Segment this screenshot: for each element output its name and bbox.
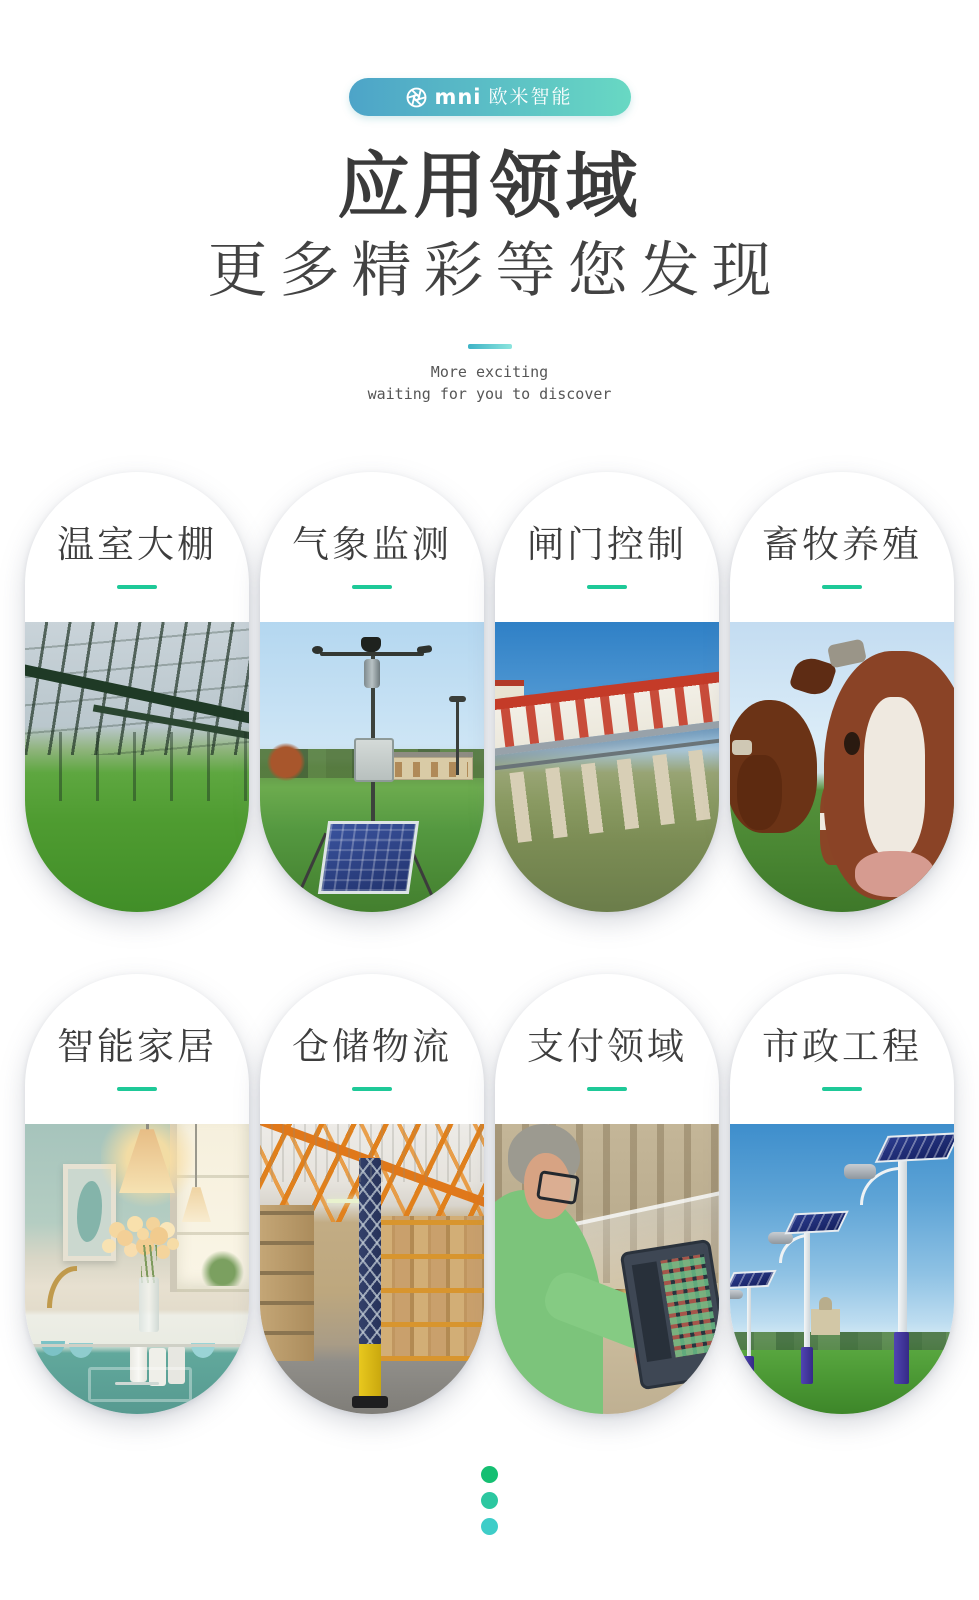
bridge-railing bbox=[495, 736, 719, 773]
card-underline bbox=[352, 585, 392, 589]
tripod-leg bbox=[403, 833, 436, 903]
card-livestock bbox=[730, 472, 954, 912]
pagination-dot bbox=[481, 1492, 498, 1509]
lamp-base bbox=[894, 1332, 910, 1384]
tagline bbox=[0, 362, 979, 406]
card-row-1 bbox=[25, 472, 954, 912]
brand-logo-latin: mni bbox=[434, 84, 482, 109]
box-stack bbox=[260, 1205, 314, 1362]
card-row-2 bbox=[25, 974, 954, 1414]
solar-panel bbox=[875, 1132, 954, 1163]
card-underline bbox=[352, 1087, 392, 1091]
spotted-cow-head bbox=[824, 651, 954, 900]
lamp-glow bbox=[101, 1124, 195, 1211]
brand-pill bbox=[349, 78, 631, 116]
card-label-text: 闸门控制 bbox=[527, 522, 687, 566]
pos-terminal bbox=[620, 1239, 719, 1391]
greenhouse-gutter bbox=[25, 660, 249, 734]
background-building bbox=[390, 752, 473, 780]
lamp-cord bbox=[195, 1124, 197, 1188]
flower-stems bbox=[141, 1245, 157, 1283]
lamp-pole bbox=[804, 1228, 810, 1361]
tagline-line-2: waiting for you to discover bbox=[367, 384, 612, 403]
cattle-photo bbox=[730, 622, 954, 912]
cashier-hair bbox=[508, 1124, 580, 1188]
solar-panel bbox=[785, 1211, 850, 1235]
card-label bbox=[260, 974, 484, 1124]
pendant-lamp bbox=[119, 1129, 175, 1193]
card-label-text: 畜牧养殖 bbox=[762, 522, 922, 566]
card-label bbox=[495, 472, 719, 622]
brand-logo-chinese: 欧米智能 bbox=[488, 85, 573, 108]
card-label-text: 温室大棚 bbox=[57, 522, 217, 566]
cow-eye bbox=[844, 732, 860, 755]
lamp-pole bbox=[898, 1153, 907, 1362]
control-box bbox=[354, 738, 394, 783]
lamp-base bbox=[801, 1347, 813, 1385]
greenhouse-beam bbox=[93, 705, 249, 743]
pagination-dot bbox=[481, 1466, 498, 1483]
solar-panel bbox=[730, 1270, 777, 1289]
cow-ear bbox=[788, 654, 837, 700]
card-underline bbox=[822, 585, 862, 589]
counter-edge bbox=[25, 1344, 249, 1347]
card-label-text: 气象监测 bbox=[292, 522, 452, 566]
cow-horn bbox=[732, 740, 752, 755]
lamp-head bbox=[768, 1232, 793, 1244]
drawer-handle bbox=[115, 1382, 160, 1385]
glass-vase bbox=[139, 1277, 159, 1332]
lamp-cord bbox=[146, 1124, 149, 1136]
sneeze-guard-glass bbox=[525, 1191, 719, 1310]
candles bbox=[130, 1344, 147, 1382]
tree-horizon bbox=[730, 1332, 954, 1349]
card-label bbox=[495, 974, 719, 1124]
greenhouse-photo bbox=[25, 622, 249, 912]
calf bbox=[820, 778, 854, 865]
eyeglasses bbox=[536, 1170, 580, 1205]
card-payment bbox=[495, 974, 719, 1414]
card-label bbox=[730, 974, 954, 1124]
sensor-head bbox=[361, 637, 381, 652]
cashier-face bbox=[524, 1153, 571, 1220]
stacker-crane-mast bbox=[359, 1158, 381, 1378]
tripod-leg bbox=[294, 833, 327, 903]
card-underline bbox=[117, 585, 157, 589]
ceiling-light bbox=[327, 1199, 372, 1203]
red-tree bbox=[267, 743, 305, 781]
page-subtitle: 更多精彩等您发现 bbox=[207, 236, 784, 306]
pendant-lamp bbox=[182, 1187, 211, 1222]
card-gate-control bbox=[495, 472, 719, 912]
cabinet-drawer bbox=[88, 1367, 193, 1402]
warehouse-photo bbox=[260, 1124, 484, 1414]
card-warehouse-logistics bbox=[260, 974, 484, 1414]
distant-building bbox=[811, 1309, 840, 1335]
tagline-line-1: More exciting bbox=[430, 363, 549, 381]
smart-home-photo bbox=[25, 1124, 249, 1414]
kitchen-window bbox=[170, 1124, 249, 1292]
sensor-crossbar bbox=[320, 652, 423, 656]
card-label-text: 支付领域 bbox=[527, 1024, 687, 1068]
lamp-base bbox=[743, 1356, 753, 1385]
accent-divider bbox=[468, 344, 512, 349]
cashier-shirt bbox=[495, 1190, 603, 1413]
card-label-text: 仓储物流 bbox=[292, 1024, 452, 1068]
card-label bbox=[260, 472, 484, 622]
cow-muzzle bbox=[855, 851, 933, 897]
lamp-head bbox=[844, 1164, 875, 1179]
cashier-hand bbox=[630, 1340, 664, 1374]
sluice-gate-photo bbox=[495, 622, 719, 912]
cashier-arm bbox=[539, 1267, 665, 1355]
window-plant bbox=[200, 1251, 245, 1286]
page-title: 应用领域 bbox=[337, 144, 642, 228]
food-counter bbox=[522, 1289, 665, 1327]
card-label bbox=[730, 472, 954, 622]
teal-bowls bbox=[41, 1341, 66, 1356]
brown-cow bbox=[730, 700, 817, 833]
wind-vane bbox=[417, 645, 433, 654]
pagination-dots bbox=[481, 1466, 499, 1535]
lamp-arm bbox=[860, 1167, 901, 1205]
station-mast bbox=[371, 642, 375, 828]
card-underline bbox=[117, 1087, 157, 1091]
payment-checkout-photo bbox=[495, 1124, 719, 1414]
radiation-shield bbox=[364, 659, 380, 688]
distant-floodlight bbox=[456, 700, 459, 775]
aperture-icon bbox=[406, 87, 427, 108]
gatehouse-shed bbox=[495, 680, 524, 715]
card-greenhouse bbox=[25, 472, 249, 912]
card-underline bbox=[587, 1087, 627, 1091]
pallet-rack bbox=[359, 1216, 484, 1361]
card-label bbox=[25, 974, 249, 1124]
lamp-head bbox=[730, 1290, 743, 1299]
cow-white-blaze bbox=[864, 697, 924, 859]
weather-station-photo bbox=[260, 622, 484, 912]
card-underline bbox=[587, 585, 627, 589]
flower-bouquet bbox=[137, 1228, 149, 1240]
solar-panel bbox=[318, 821, 419, 894]
concrete-piers bbox=[495, 745, 719, 847]
cow-horn bbox=[827, 638, 867, 668]
lamp-arm bbox=[779, 1234, 809, 1263]
card-underline bbox=[822, 1087, 862, 1091]
tree-line bbox=[260, 749, 484, 778]
stacker-crane-base bbox=[352, 1396, 388, 1408]
card-weather-monitoring bbox=[260, 472, 484, 912]
orange-roof-truss bbox=[260, 1124, 484, 1220]
faucet bbox=[47, 1266, 77, 1309]
stacker-crane-body bbox=[359, 1344, 381, 1402]
anemometer-cup bbox=[312, 646, 323, 654]
card-municipal-engineering bbox=[730, 974, 954, 1414]
card-label bbox=[25, 472, 249, 622]
card-smart-home bbox=[25, 974, 249, 1414]
lamp-pole bbox=[747, 1283, 751, 1361]
card-label-text: 智能家居 bbox=[57, 1024, 217, 1068]
gate-control-building bbox=[495, 669, 719, 758]
brown-cow-head bbox=[737, 755, 782, 830]
pagination-dot bbox=[481, 1518, 498, 1535]
card-label-text: 市政工程 bbox=[762, 1024, 922, 1068]
wall-art bbox=[63, 1164, 116, 1261]
street-lights-photo bbox=[730, 1124, 954, 1414]
